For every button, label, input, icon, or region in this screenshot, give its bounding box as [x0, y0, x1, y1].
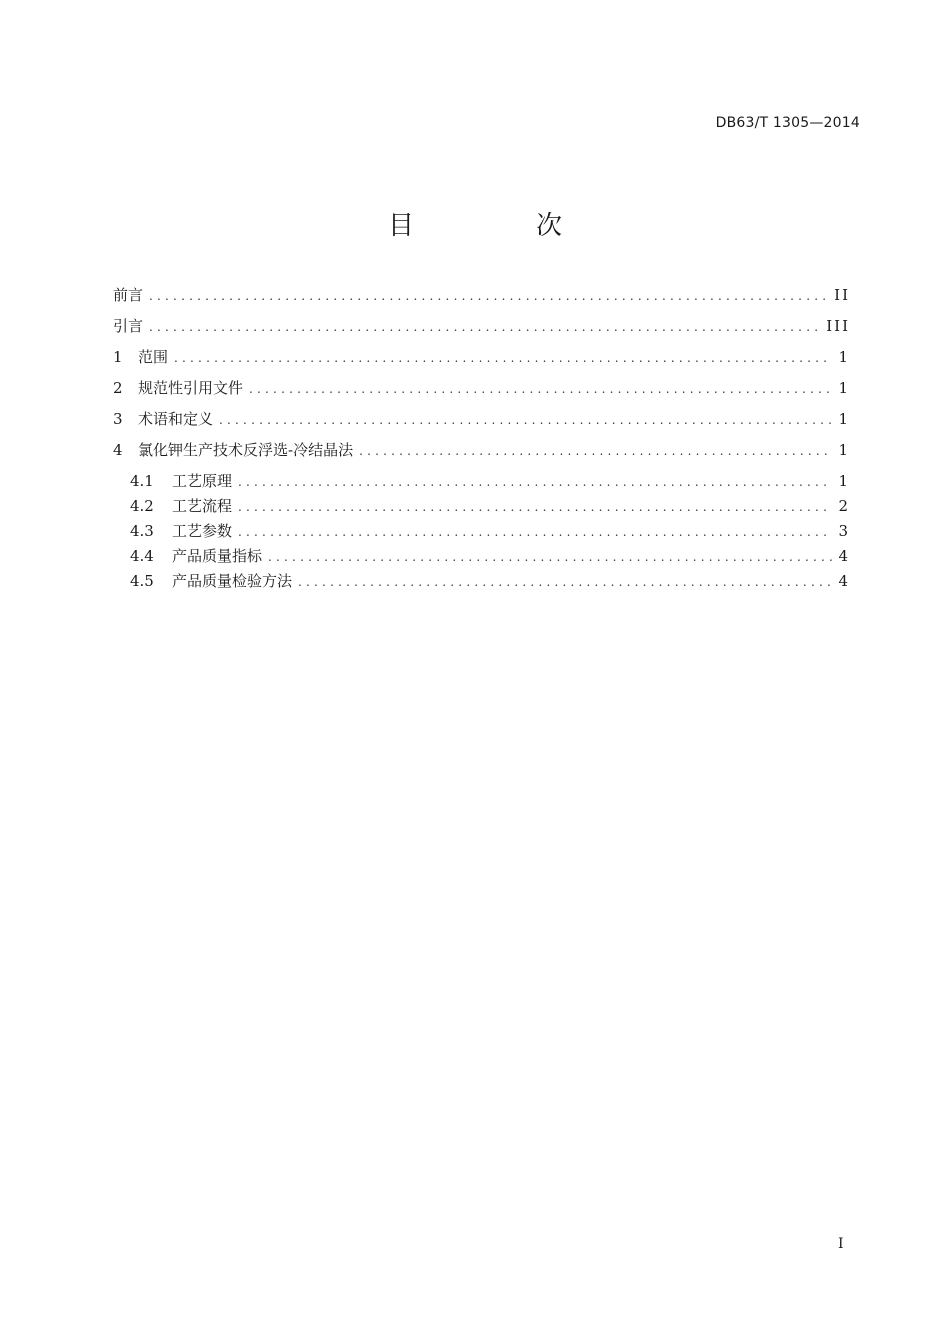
toc-entry-quality-indicators[interactable]: [113, 546, 850, 566]
toc-entry-page: 1: [838, 348, 850, 366]
toc-entry-page: 1: [838, 441, 850, 459]
toc-entry-page: 4: [838, 547, 850, 565]
toc-leader: [298, 572, 832, 592]
toc-leader: [238, 497, 832, 517]
toc-entry-process-flow[interactable]: [113, 496, 850, 516]
toc-leader: [238, 472, 832, 492]
toc-leader: [238, 522, 832, 542]
toc-leader: [268, 547, 832, 567]
toc-leader: [249, 379, 832, 399]
toc-entry-label: 术语和定义: [138, 410, 214, 428]
toc-entry-number: 1: [113, 348, 123, 366]
toc-entry-label: 引言: [113, 317, 144, 335]
toc-leader: [149, 286, 828, 306]
toc-entry-number: 3: [113, 410, 123, 428]
toc-leader: [174, 348, 832, 368]
toc-entry-number: 2: [113, 379, 123, 397]
toc-entry-process-parameters[interactable]: [113, 521, 850, 541]
toc-entry-page: 3: [838, 522, 850, 540]
toc-entry-scope[interactable]: [113, 347, 850, 367]
toc-entry-terms-definitions[interactable]: [113, 409, 850, 429]
toc-entry-page: 1: [838, 472, 850, 490]
toc-entry-number: 4.5: [130, 572, 154, 590]
toc-entry-page: III: [826, 317, 850, 335]
toc-entry-foreword[interactable]: [113, 285, 850, 305]
toc-entry-label: 工艺参数: [172, 522, 233, 540]
toc-entry-introduction[interactable]: [113, 316, 850, 336]
toc-entry-label: 产品质量检验方法: [172, 572, 293, 590]
toc-entry-label: 产品质量指标: [172, 547, 263, 565]
toc-entry-label: 规范性引用文件: [138, 379, 244, 397]
toc-entry-page: 1: [838, 410, 850, 428]
toc-entry-normative-references[interactable]: [113, 378, 850, 398]
toc-entry-page: 4: [838, 572, 850, 590]
toc-entry-number: 4.2: [130, 497, 154, 515]
toc-entry-number: 4.4: [130, 547, 154, 565]
page-title: 目 次: [387, 211, 610, 241]
toc-entry-process-principle[interactable]: [113, 471, 850, 491]
toc-entry-number: 4.1: [130, 472, 154, 490]
toc-leader: [359, 441, 832, 461]
toc-entry-page: 1: [838, 379, 850, 397]
toc-entry-page: II: [834, 286, 850, 304]
toc-entry-label: 工艺流程: [172, 497, 233, 515]
toc-entry-label: 氯化钾生产技术反浮选-冷结晶法: [138, 441, 354, 459]
page-number: I: [838, 1236, 844, 1252]
table-of-contents: [113, 285, 850, 596]
toc-leader: [219, 410, 832, 430]
toc-entry-number: 4: [113, 441, 123, 459]
toc-entry-label: 范围: [138, 348, 169, 366]
toc-entry-quality-test-methods[interactable]: [113, 571, 850, 591]
document-code: DB63/T 1305—2014: [715, 115, 860, 131]
toc-entry-page: 2: [838, 497, 850, 515]
toc-entry-number: 4.3: [130, 522, 154, 540]
toc-entry-label: 工艺原理: [172, 472, 233, 490]
toc-leader: [149, 317, 820, 337]
toc-entry-label: 前言: [113, 286, 144, 304]
toc-entry-kcl-production[interactable]: [113, 440, 850, 460]
